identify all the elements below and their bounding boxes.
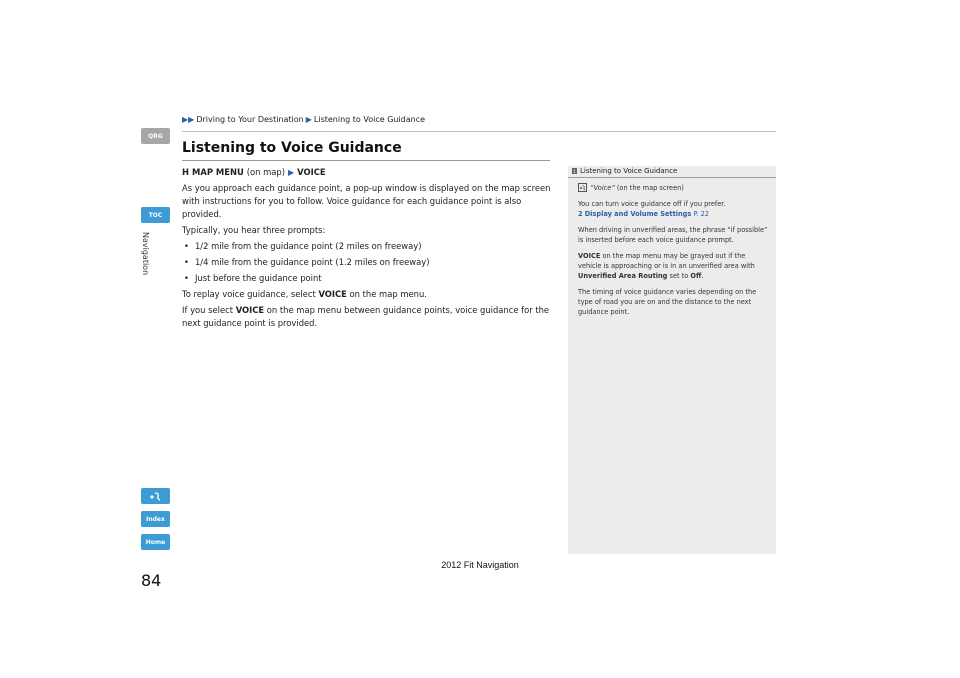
select-paragraph bbox=[182, 304, 552, 330]
voice-command-button[interactable] bbox=[141, 488, 170, 504]
list-item bbox=[184, 256, 552, 269]
voice-command-suffix: (on the map screen) bbox=[614, 184, 684, 192]
replay-voice-label: VOICE bbox=[318, 289, 347, 299]
bullet-icon: • bbox=[184, 257, 189, 267]
title-divider bbox=[182, 160, 550, 161]
replay-paragraph bbox=[182, 288, 552, 301]
voice-command-icon bbox=[149, 491, 163, 502]
main-content bbox=[182, 166, 552, 333]
list-item bbox=[184, 240, 552, 253]
sidebar-title bbox=[568, 166, 776, 178]
menu-path-map-menu: MAP MENU bbox=[192, 167, 244, 177]
menu-path-suffix: (on map) bbox=[246, 167, 286, 177]
section-label-navigation: Navigation bbox=[141, 232, 150, 276]
prompts-intro: Typically, you hear three prompts: bbox=[182, 225, 326, 235]
path-arrow-icon: ▶ bbox=[288, 168, 295, 177]
list-item-text: 1/4 mile from the guidance point (1.2 miles on freeway) bbox=[194, 257, 430, 267]
home-path-icon: H bbox=[182, 167, 190, 177]
select-text: If you select bbox=[182, 305, 236, 315]
menu-path-voice: VOICE bbox=[297, 167, 326, 177]
replay-text: To replay voice guidance, select bbox=[182, 289, 319, 299]
sidebar-text: You can turn voice guidance off if you prefer. bbox=[578, 200, 726, 208]
page-number: 84 bbox=[141, 571, 162, 590]
select-text-end: on the map menu between guidance points, voice guidance for the next guidance point is provided. bbox=[182, 305, 550, 328]
breadcrumb bbox=[182, 115, 425, 124]
sidebar-paragraph: When driving in unverified areas, the phrase “if possible” is inserted before each voice guidance prompt. bbox=[578, 226, 768, 244]
select-voice-label: VOICE bbox=[235, 305, 265, 315]
footer-text: 2012 Fit Navigation bbox=[441, 560, 519, 570]
home-button[interactable]: Home bbox=[141, 534, 170, 550]
voice-command-small-icon bbox=[578, 183, 587, 192]
page-title: Listening to Voice Guidance bbox=[182, 140, 402, 156]
link-page-ref[interactable]: P. 22 bbox=[691, 210, 709, 218]
list-item-text: 1/2 mile from the guidance point (2 miles on freeway) bbox=[194, 241, 422, 251]
list-item bbox=[184, 272, 552, 285]
sidebar-text: set to bbox=[667, 272, 691, 280]
voice-command-line bbox=[578, 183, 768, 193]
display-volume-link[interactable]: Display and Volume Settings bbox=[584, 210, 692, 218]
bullet-icon: • bbox=[184, 241, 189, 251]
index-button[interactable]: Index bbox=[141, 511, 170, 527]
menu-path bbox=[182, 166, 552, 179]
bullet-icon: • bbox=[184, 273, 189, 283]
settings-link[interactable] bbox=[578, 209, 768, 219]
link-arrow-icon: 2 bbox=[578, 210, 583, 218]
sidebar-text: . bbox=[701, 272, 704, 280]
sidebar-title-text: Listening to Voice Guidance bbox=[580, 167, 678, 175]
replay-text-end: on the map menu. bbox=[346, 289, 427, 299]
sidebar-paragraph: The timing of voice guidance varies depending on the type of road you are on and the distance to the next guidance point. bbox=[578, 288, 757, 316]
sidebar-voice-label: VOICE bbox=[578, 252, 601, 260]
breadcrumb-arrow-icon: ▶ bbox=[305, 115, 312, 124]
sidebar-body bbox=[568, 178, 776, 317]
note-badge-icon: 1 bbox=[573, 168, 576, 174]
sidebar-notes bbox=[568, 166, 776, 554]
sidebar-paragraph bbox=[578, 251, 768, 281]
off-label: Off bbox=[690, 272, 702, 280]
breadcrumb-item-driving[interactable]: Driving to Your Destination bbox=[196, 115, 304, 124]
toc-button[interactable]: TOC bbox=[141, 207, 170, 223]
header-divider bbox=[182, 131, 776, 132]
breadcrumb-item-listening: Listening to Voice Guidance bbox=[313, 115, 426, 124]
breadcrumb-arrow-icon: ▶▶ bbox=[182, 115, 195, 124]
voice-command-text: “Voice” bbox=[590, 184, 615, 192]
list-item-text: Just before the guidance point bbox=[194, 273, 322, 283]
intro-paragraph: As you approach each guidance point, a pop-up window is displayed on the map screen with instructions for you to follow. Voice guidance for each guidance point is also provided. bbox=[182, 183, 551, 219]
sidebar-text: on the map menu may be grayed out if the vehicle is approaching or is in an unverified area with bbox=[578, 252, 755, 270]
sidebar-paragraph bbox=[578, 199, 768, 209]
qrg-button[interactable]: QRG bbox=[141, 128, 170, 144]
unverified-routing-label: Unverified Area Routing bbox=[578, 272, 668, 280]
